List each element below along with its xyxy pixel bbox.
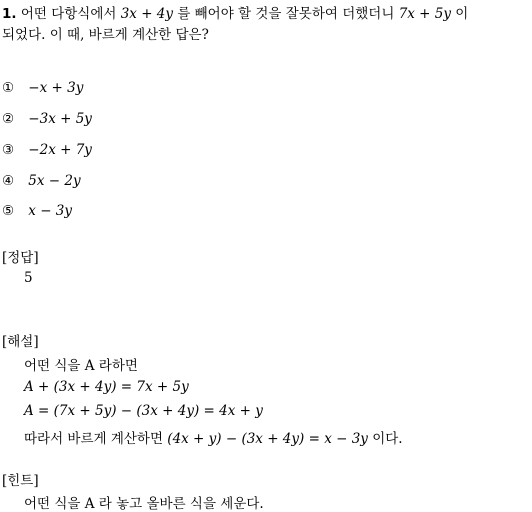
question-text-pre: 어떤 다항식에서: [20, 6, 117, 22]
explanation-line-1: 어떤 식을 A 라하면: [24, 358, 138, 374]
choice-1-mark: ①: [2, 80, 15, 96]
choice-5-expression: x − 3y: [28, 203, 73, 219]
choice-2-mark: ②: [2, 111, 15, 127]
choice-1[interactable]: [2, 80, 83, 96]
question-number: 1.: [2, 6, 17, 22]
choice-4-expression: 5x − 2y: [28, 173, 81, 189]
explanation-line-4-post: 이다.: [372, 431, 403, 447]
choice-4-mark: ④: [2, 173, 15, 189]
choice-4[interactable]: [2, 173, 81, 189]
explanation-line-2: A + (3x + 4y) = 7x + 5y: [24, 379, 189, 395]
choice-2-expression: −3x + 5y: [28, 111, 92, 127]
explanation-line-4: [24, 427, 403, 447]
answer-label: [정답]: [2, 250, 39, 266]
hint-label: [힌트]: [2, 473, 39, 489]
question-line-1: [2, 2, 468, 22]
explanation-label: [해설]: [2, 334, 39, 350]
question-expression-2: 7x + 5y: [398, 6, 451, 22]
question-text-end: 이: [455, 6, 469, 22]
question-text-mid: 를 빼어야 할 것을 잘못하여 더했더니: [177, 6, 395, 22]
choice-5[interactable]: [2, 203, 72, 219]
explanation-line-4-expression: (4x + y) − (3x + 4y) = x − 3y: [167, 431, 368, 447]
choice-1-expression: −x + 3y: [28, 80, 84, 96]
choice-2[interactable]: [2, 111, 92, 127]
question-line-2: 되었다. 이 때, 바르게 계산한 답은?: [2, 27, 209, 43]
hint-line-1: 어떤 식을 A 라 놓고 올바른 식을 세운다.: [24, 496, 264, 512]
choice-3-expression: −2x + 7y: [28, 142, 92, 158]
explanation-line-4-pre: 따라서 바르게 계산하면: [24, 431, 163, 447]
question-expression-1: 3x + 4y: [120, 6, 174, 22]
answer-value: 5: [24, 270, 33, 286]
choice-3-mark: ③: [2, 142, 15, 158]
choice-3[interactable]: [2, 142, 92, 158]
choice-5-mark: ⑤: [2, 203, 15, 219]
explanation-line-3: A = (7x + 5y) − (3x + 4y) = 4x + y: [24, 403, 263, 419]
